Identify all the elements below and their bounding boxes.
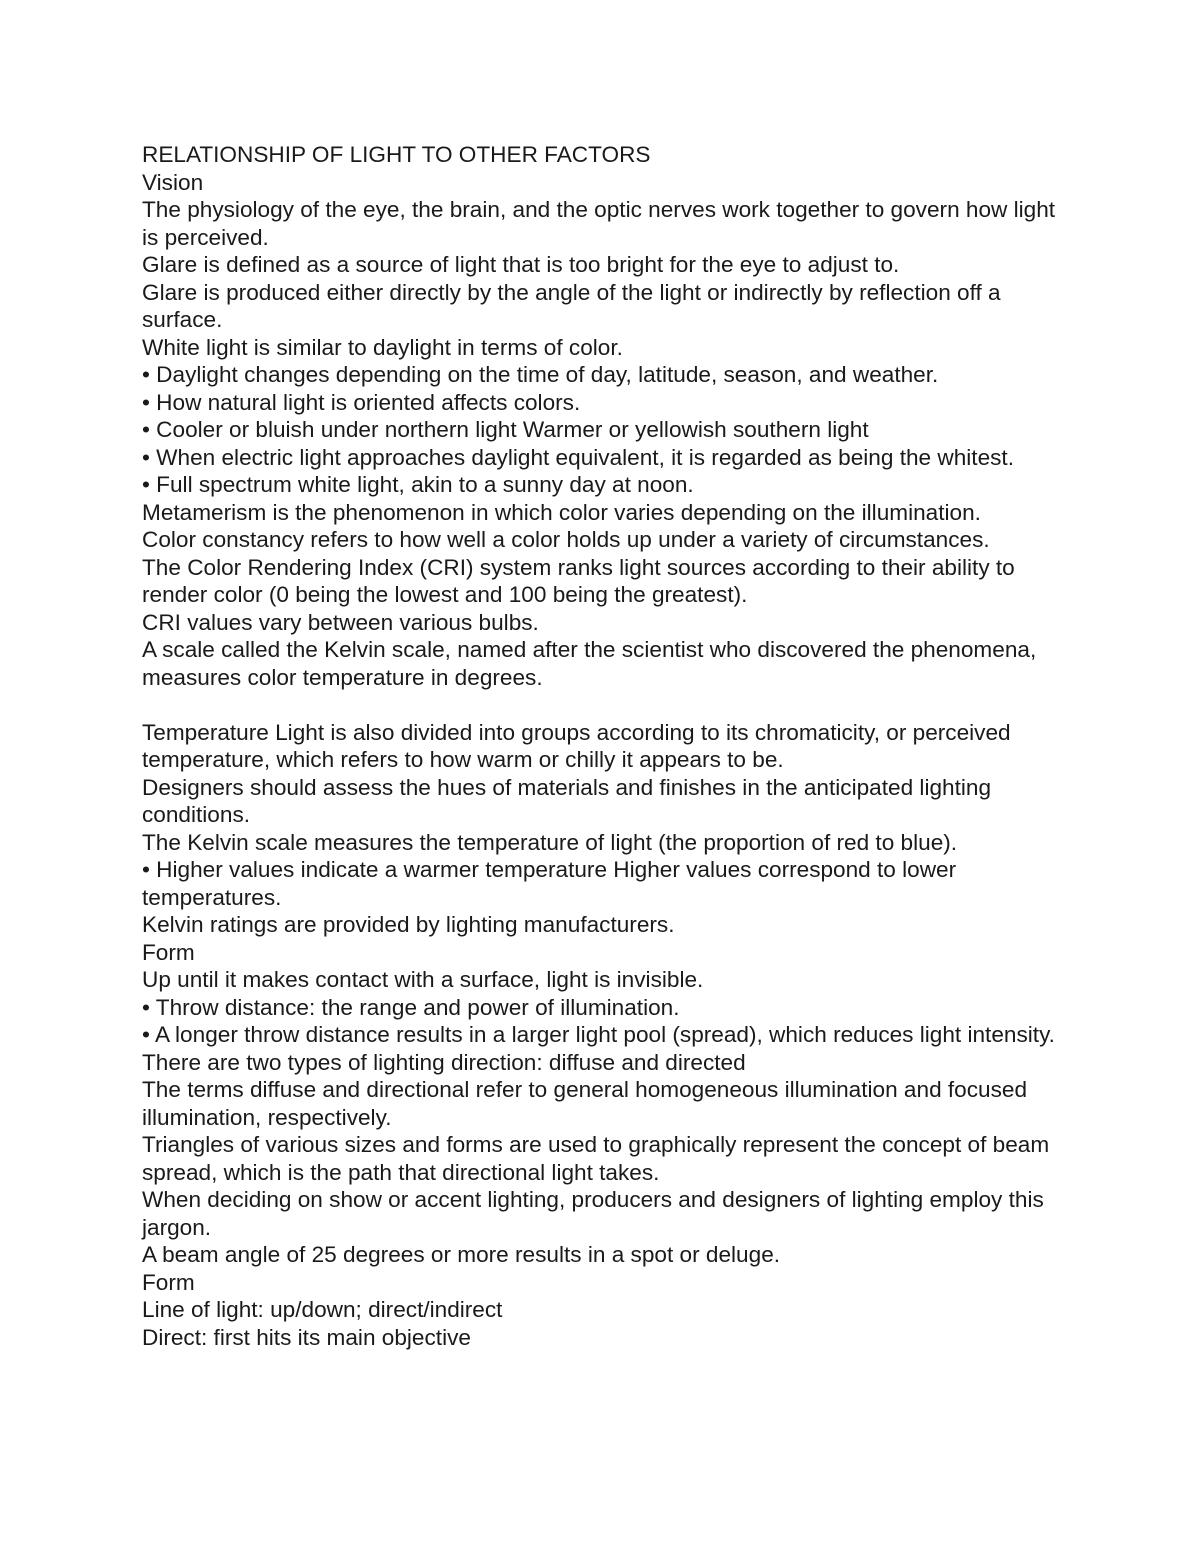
paragraph-line: Direct: first hits its main objective bbox=[142, 1324, 471, 1350]
paragraph-line: Temperature Light is also divided into groups according to its chromaticity, or perceived temperature, which refers to how warm or chilly it appears to be. bbox=[142, 719, 1011, 772]
paragraph-line: When deciding on show or accent lighting, producers and designers of lighting employ this jargon. bbox=[142, 1187, 1044, 1240]
paragraph-line: Color constancy refers to how well a color holds up under a variety of circumstances. bbox=[142, 527, 990, 552]
blank-line bbox=[142, 691, 1072, 719]
section-heading-form: Form bbox=[142, 939, 195, 965]
bullet-line: • Cooler or bluish under northern light Warmer or yellowish southern light bbox=[142, 417, 869, 442]
bullet-line: • Daylight changes depending on the time of day, latitude, season, and weather. bbox=[142, 362, 939, 387]
paragraph-line: Kelvin ratings are provided by lighting manufacturers. bbox=[142, 912, 675, 937]
paragraph-line: Designers should assess the hues of materials and finishes in the anticipated lighting conditions. bbox=[142, 774, 992, 827]
paragraph-line: Line of light: up/down; direct/indirect bbox=[142, 1297, 503, 1322]
paragraph-line: The Color Rendering Index (CRI) system ranks light sources according to their ability to render color (0 being the lowest and 100 being the greatest). bbox=[142, 554, 1015, 607]
paragraph-line: The physiology of the eye, the brain, and the optic nerves work together to govern how light is perceived. bbox=[142, 197, 1056, 250]
paragraph-line: A scale called the Kelvin scale, named after the scientist who discovered the phenomena, measures color temperature in degrees. bbox=[142, 637, 1037, 690]
document-page bbox=[142, 141, 1072, 1351]
paragraph-line: CRI values vary between various bulbs. bbox=[142, 609, 539, 635]
paragraph-line: Glare is defined as a source of light that is too bright for the eye to adjust to. bbox=[142, 252, 900, 277]
bullet-line: • Higher values indicate a warmer temperature Higher values correspond to lower temperatures. bbox=[142, 857, 957, 910]
bullet-line: • Throw distance: the range and power of illumination. bbox=[142, 994, 680, 1020]
bullet-line: • When electric light approaches daylight equivalent, it is regarded as being the whitest. bbox=[142, 444, 1014, 470]
bullet-line: • Full spectrum white light, akin to a sunny day at noon. bbox=[142, 472, 694, 497]
paragraph-line: The Kelvin scale measures the temperature of light (the proportion of red to blue). bbox=[142, 829, 958, 855]
paragraph-line: White light is similar to daylight in terms of color. bbox=[142, 334, 623, 360]
paragraph-line: A beam angle of 25 degrees or more results in a spot or deluge. bbox=[142, 1242, 781, 1267]
section-heading-form: Form bbox=[142, 1269, 195, 1295]
paragraph-line: There are two types of lighting direction: diffuse and directed bbox=[142, 1049, 746, 1075]
bullet-line: • How natural light is oriented affects colors. bbox=[142, 389, 581, 415]
document-title: RELATIONSHIP OF LIGHT TO OTHER FACTORS bbox=[142, 142, 651, 167]
paragraph-line: Metamerism is the phenomenon in which color varies depending on the illumination. bbox=[142, 499, 981, 525]
paragraph-line: Glare is produced either directly by the angle of the light or indirectly by reflection off a surface. bbox=[142, 279, 1001, 332]
paragraph-line: Triangles of various sizes and forms are used to graphically represent the concept of beam spread, which is the path that directional light takes. bbox=[142, 1132, 1050, 1185]
bullet-line: • A longer throw distance results in a larger light pool (spread), which reduces light intensity. bbox=[142, 1022, 1055, 1047]
section-heading-vision: Vision bbox=[142, 169, 204, 195]
paragraph-line: Up until it makes contact with a surface, light is invisible. bbox=[142, 967, 704, 992]
paragraph-line: The terms diffuse and directional refer to general homogeneous illumination and focused illumination, respectively. bbox=[142, 1077, 1028, 1130]
